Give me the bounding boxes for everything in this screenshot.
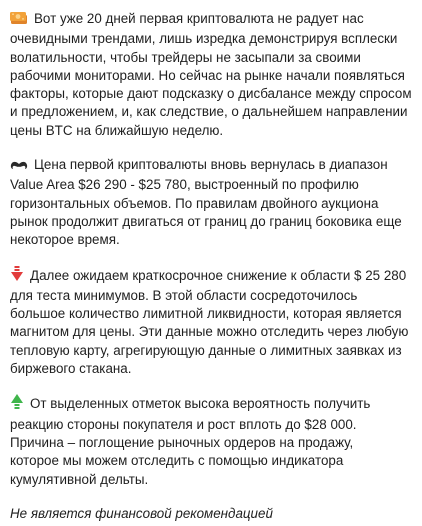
paragraph-value-area <box>10 156 412 249</box>
green-up-arrow-icon <box>10 394 24 415</box>
value-area-line-5: некоторое время. <box>10 232 120 248</box>
value-area-line-3: горизонтальных объемов. По правилам двойного аукциона <box>10 195 379 211</box>
moustache-icon <box>10 158 28 176</box>
decline-line-2: для теста минимумов. В этой области сосредоточилось <box>10 287 358 303</box>
decline-line-1: Далее ожидаем краткосрочное снижение к области $ 25 280 <box>30 267 407 283</box>
growth-line-3: Причина – поглощение рыночных ордеров на продажу, <box>10 434 354 450</box>
value-area-line-2: Value Area $26 290 - $25 780, выстроенный по профилю <box>10 177 359 193</box>
paragraph-intro <box>10 10 412 140</box>
decline-line-4: магнитом для цены. Эти данные можно отследить через любую <box>10 324 409 340</box>
intro-line-3: волатильности, чтобы трейдеры не засыпали за своими <box>10 49 361 65</box>
value-area-line-1: Цена первой криптовалюты вновь вернулась в диапазон <box>34 157 388 173</box>
red-down-arrow-icon <box>10 266 24 287</box>
disclaimer-text: Не является финансовой рекомендацией <box>10 505 273 521</box>
intro-line-1: Вот уже 20 дней первая криптовалюта не радует нас <box>34 11 364 26</box>
intro-line-4: рабочими мониторами. Но сейчас на рынке начали появляться <box>10 67 405 83</box>
value-area-line-4: рынок продолжит двигаться от границ до границ боковика еще <box>10 213 402 229</box>
decline-line-6: биржевого стакана. <box>10 361 132 377</box>
growth-line-1: От выделенных отметок высока вероятность получить <box>30 396 371 412</box>
growth-line-5: кумулятивной дельты. <box>10 471 149 487</box>
paragraph-growth <box>10 394 412 488</box>
growth-line-2: реакцию стороны покупателя и рост вплоть до $28 000. <box>10 416 357 432</box>
growth-line-4: которое мы можем отследить с помощью индикатора <box>10 453 344 469</box>
intro-line-5: факторы, которые дают подсказку о дисбалансе между спросом <box>10 86 412 102</box>
intro-line-6: и предложением, и, как следствие, о дальнейшем направлении <box>10 104 408 120</box>
intro-line-7: цены BTC на ближайшую неделю. <box>10 122 224 138</box>
decline-line-5: тепловую карту, агрегирующую данные о лимитных заявках из <box>10 342 402 358</box>
money-bills-icon <box>10 11 28 30</box>
paragraph-decline <box>10 266 412 379</box>
intro-line-2: очевидными трендами, лишь изредка демонстрируя всплески <box>10 31 398 47</box>
decline-line-3: большое количество лимитной ликвидности, которая является <box>10 306 402 322</box>
